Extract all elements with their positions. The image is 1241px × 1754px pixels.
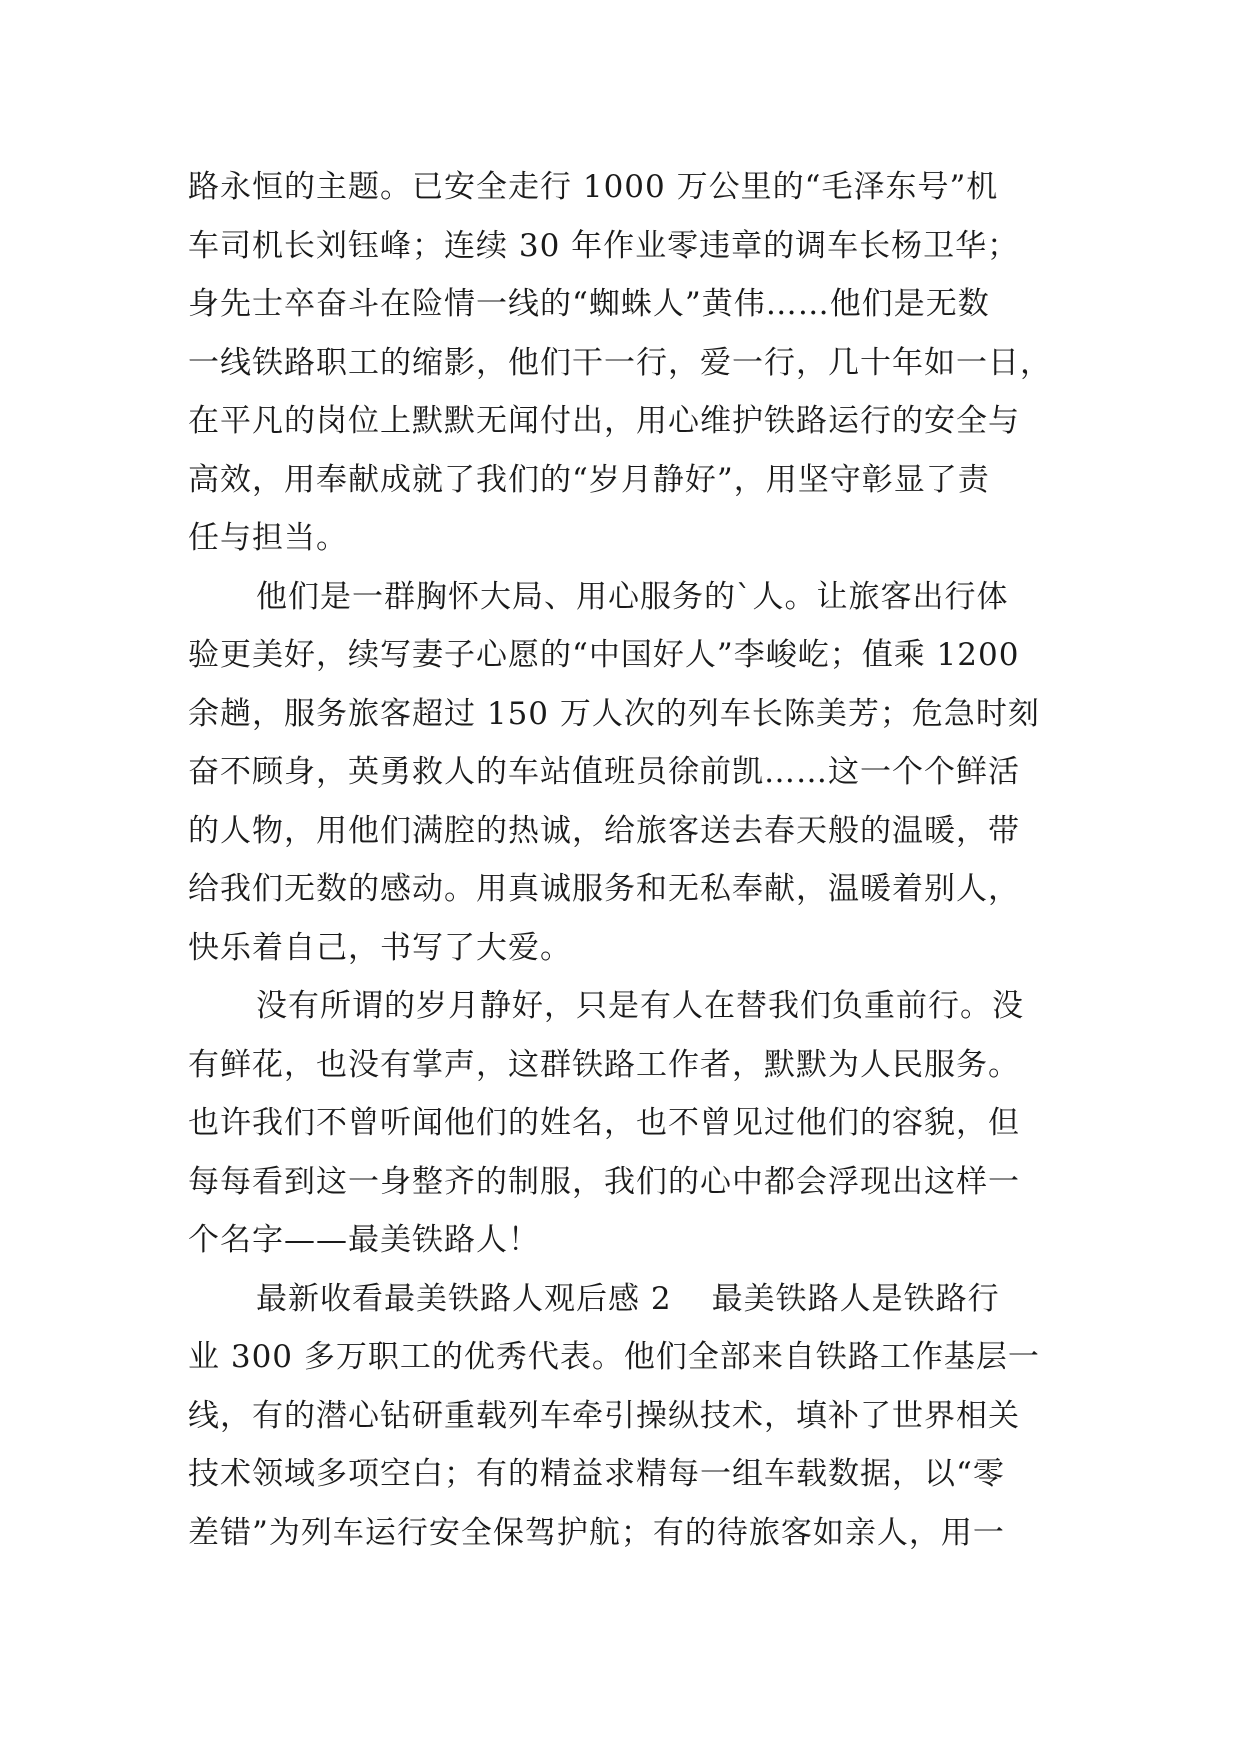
paragraph-line: 在平凡的岗位上默默无闻付出，用心维护铁路运行的安全与 (188, 403, 1020, 439)
paragraph-line: 业 300 多万职工的优秀代表。他们全部来自铁路工作基层一 (188, 1339, 1040, 1375)
paragraph-line: 一线铁路职工的缩影，他们干一行，爱一行，几十年如一日， (188, 344, 1052, 381)
section-heading: 最新收看最美铁路人观后感 2 (256, 1280, 672, 1317)
paragraph-4 (188, 1270, 1068, 1563)
paragraph-3 (188, 977, 1068, 1270)
paragraph-line: 每每看到这一身整齐的制服，我们的心中都会浮现出这样一 (188, 1163, 1020, 1200)
paragraph-line: 车司机长刘钰峰；连续 30 年作业零违章的调车长杨卫华； (188, 227, 1020, 264)
paragraph-line: 快乐着自己，书写了大爱。 (188, 929, 572, 966)
paragraph-line: 也许我们不曾听闻他们的姓名，也不曾见过他们的容貌，但 (188, 1105, 1020, 1141)
paragraph-line: 的人物，用他们满腔的热诚，给旅客送去春天般的温暖，带 (188, 812, 1020, 849)
paragraph-line: 线，有的潜心钻研重载列车牵引操纵技术，填补了世界相关 (188, 1397, 1020, 1434)
paragraph-line: 高效，用奉献成就了我们的“岁月静好”，用坚守彰显了责 (188, 461, 990, 498)
paragraph-line: 差错”为列车运行安全保驾护航；有的待旅客如亲人，用一 (188, 1514, 1005, 1551)
paragraph-line: 身先士卒奋斗在险情一线的“蜘蛛人”黄伟……他们是无数 (188, 286, 990, 322)
document-body (188, 158, 1068, 1562)
paragraph-line: 奋不顾身，英勇救人的车站值班员徐前凯……这一个个鲜活 (188, 754, 1020, 790)
paragraph-1 (188, 158, 1068, 568)
paragraph-line: 有鲜花，也没有掌声，这群铁路工作者，默默为人民服务。 (188, 1046, 1020, 1083)
paragraph-line: 他们是一群胸怀大局、用心服务的`人。让旅客出行体 (256, 578, 1009, 615)
paragraph-line: 路永恒的主题。已安全走行 1000 万公里的“毛泽东号”机 (188, 169, 999, 205)
paragraph-2 (188, 568, 1068, 978)
paragraph-line: 余趟，服务旅客超过 150 万人次的列车长陈美芳；危急时刻 (188, 695, 1040, 732)
paragraph-line-rest: 最美铁路人是铁路行 (711, 1280, 1000, 1317)
paragraph-first-line (188, 1270, 1068, 1329)
paragraph-line: 个名字——最美铁路人！ (188, 1222, 540, 1258)
paragraph-line: 给我们无数的感动。用真诚服务和无私奉献，温暖着别人， (188, 871, 1020, 907)
paragraph-line: 验更美好，续写妻子心愿的“中国好人”李峻屹；值乘 1200 (188, 637, 1020, 673)
paragraph-line: 没有所谓的岁月静好，只是有人在替我们负重前行。没 (256, 988, 1024, 1024)
paragraph-line: 任与担当。 (188, 520, 348, 556)
paragraph-line: 技术领域多项空白；有的精益求精每一组车载数据，以“零 (188, 1456, 1005, 1492)
